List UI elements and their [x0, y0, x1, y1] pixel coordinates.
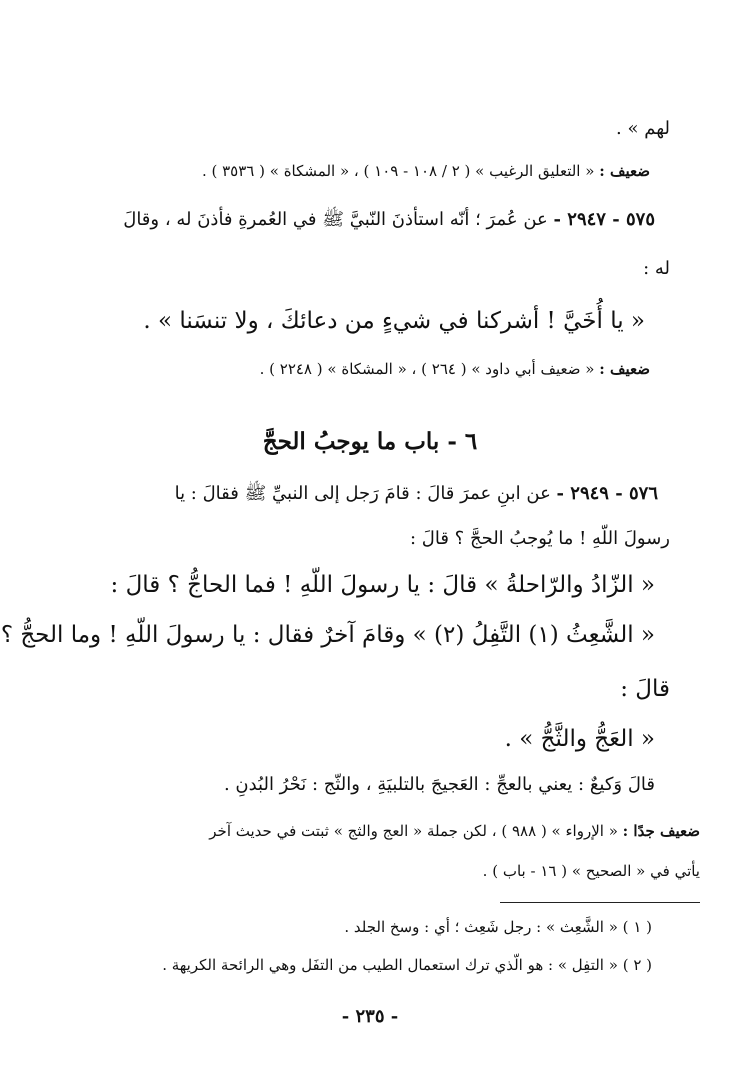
- footnote-2: ( ٢ ) « التفِل » : هو الّذي ترك استعمال الطيب من التفَل وهي الرائحة الكريهة .: [162, 956, 652, 974]
- hadith-text: عن عُمرَ ؛ أنّه استأذنَ النّبيَّ ﷺ في العُمرةِ فأذنَ له ، وقالَ: [123, 209, 548, 230]
- hadith-number: ٥٧٥ - ٢٩٤٧ -: [553, 209, 655, 230]
- hadith-574-grading: [202, 162, 650, 180]
- hadith-text: عن ابنِ عمرَ قالَ : قامَ رَجل إلى النبيِّ ﷺ فقالَ : يا: [174, 483, 551, 504]
- chapter-title: ٦ - باب ما يوجبُ الحجَّ: [262, 428, 478, 455]
- hadith-576-grading: [209, 822, 700, 840]
- hadith-575-quote: « يا أُخَيَّ ! أشركنا في شيءٍ من دعائكَ ، ولا تنسَنا » .: [143, 308, 645, 334]
- grading-text: « الإرواء » ( ٩٨٨ ) ، لكن جملة « العج والثج » ثبتت في حديث آخر: [209, 822, 618, 840]
- hadith-576-line4: « الشَّعِثُ (١) التَّفِلُ (٢) » وقامَ آخرٌ فقال : يا رسولَ اللّهِ ! وما الحجُّ ؟: [0, 622, 655, 648]
- hadith-576-line5: قالَ :: [620, 676, 670, 702]
- hadith-576-line1: [175, 482, 658, 508]
- hadith-575-grading: [260, 360, 650, 378]
- footnote-1: ( ١ ) « الشَّعِث » : رجل شَعِث ؛ أي : وسخ الجلد .: [344, 918, 652, 936]
- grading-label: ضعيف :: [599, 360, 650, 378]
- footnote-divider: [500, 902, 700, 903]
- hadith-576-line6: « العَجُّ والثَّجُّ » .: [504, 726, 655, 752]
- grading-text: « التعليق الرغيب » ( ٢ / ١٠٨ - ١٠٩ ) ، « المشكاة » ( ٣٥٣٦ ) .: [201, 162, 595, 180]
- hadith-575-line1: [123, 208, 655, 234]
- hadith-number: ٥٧٦ - ٢٩٤٩ -: [556, 483, 658, 504]
- grading-label: ضعيف جدًا :: [622, 822, 700, 840]
- hadith-576-line3: « الزّادُ والرّاحلةُ » قالَ : يا رسولَ اللّهِ ! فما الحاجُّ ؟ قالَ :: [110, 572, 655, 598]
- hadith-576-grading-continued: يأتي في « الصحيح » ( ١٦ - باب ) .: [482, 862, 700, 880]
- hadith-576-line2: رسولَ اللّهِ ! ما يُوجبُ الحجَّ ؟ قالَ :: [410, 528, 670, 549]
- grading-text: « ضعيف أبي داود » ( ٢٦٤ ) ، « المشكاة » ( ٢٢٤٨ ) .: [259, 360, 595, 378]
- hadith-575-line2: له :: [643, 258, 670, 279]
- hadith-576-line7: قالَ وَكيعٌ : يعني بالعجِّ : العَجيجَ بالتلبيَةِ ، والثّج : نَحْرُ البُدنِ .: [223, 774, 655, 795]
- top-continuation-text: لهم » .: [616, 118, 670, 139]
- grading-label: ضعيف :: [599, 162, 650, 180]
- page-number: - ٢٣٥ -: [341, 1006, 399, 1027]
